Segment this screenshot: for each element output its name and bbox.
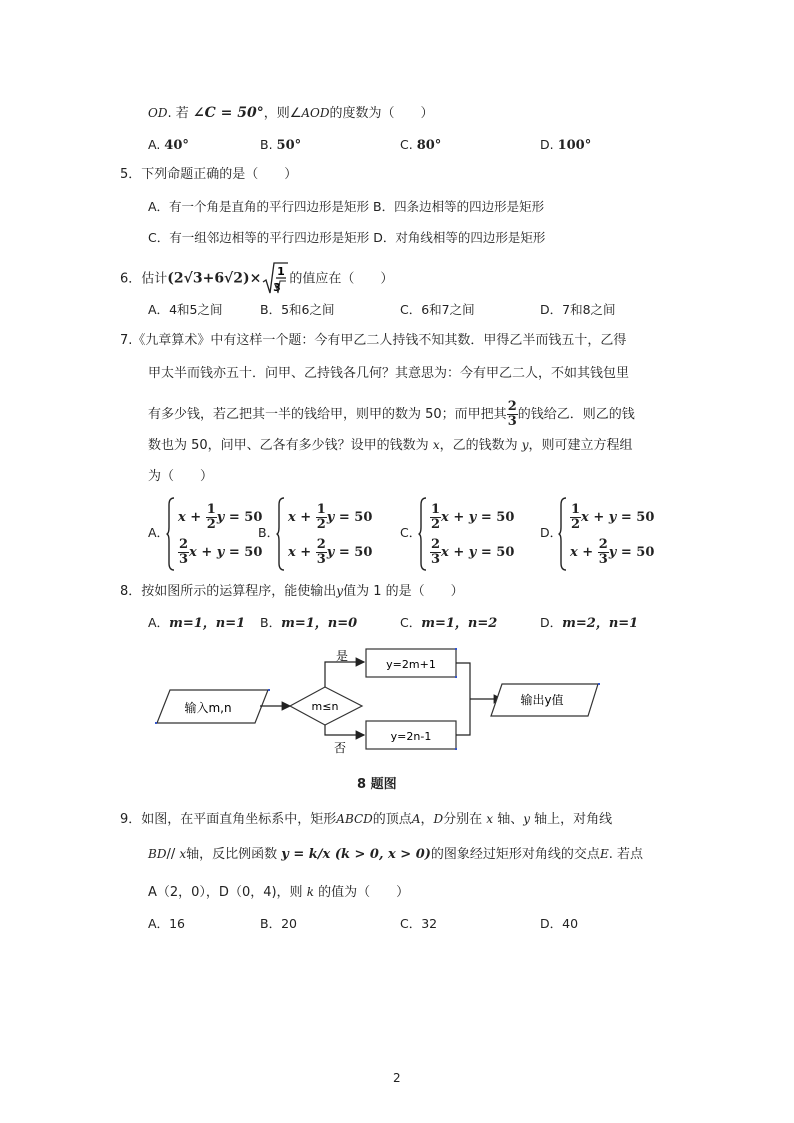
q7-line3: 有多少钱，若乙把其一半的钱给甲，则甲的数为 50；而甲把其 $\frac{2}{3}$ 的钱给乙．则乙的钱: [148, 399, 635, 429]
flow-yes-label: 是: [336, 649, 349, 663]
q9-line2: BD// x轴，反比例函数 y = k/x (k > 0, x > 0)的图象经过矩形对角线的交点E. 若点: [148, 847, 643, 862]
q7-line1: 7.《九章算术》中有这样一个题：今有甲乙二人持钱不知其数．甲得乙半而钱五十，乙得: [120, 333, 627, 348]
q8-option-c[interactable]: C．m=1，n=2: [400, 615, 498, 631]
q5-options-row1[interactable]: A．有一个角是直角的平行四边形是矩形 B．四条边相等的四边形是矩形: [148, 199, 545, 214]
q8-option-d[interactable]: D．m=2，n=1: [540, 615, 639, 631]
q6-sqrt-fraction: [262, 262, 288, 296]
brace-icon: [558, 497, 568, 571]
flow-no-label: 否: [334, 741, 347, 755]
q8-option-a[interactable]: A．m=1，n=1: [148, 615, 246, 631]
q6-expression: (2√3+6√2)×: [167, 270, 262, 287]
brace-icon: [276, 497, 286, 571]
flow-output-label: 输出y值: [520, 693, 564, 707]
brace-icon: [166, 497, 176, 571]
q5-options-row2[interactable]: C．有一组邻边相等的平行四边形是矩形 D．对角线相等的四边形是矩形: [148, 230, 546, 245]
q8-option-b[interactable]: B．m=1，n=0: [260, 615, 358, 631]
q6-option-d[interactable]: D．7和8之间: [540, 302, 616, 317]
q6-sqrt-numerator: 1: [277, 265, 286, 278]
q4-option-d[interactable]: D. 100°: [540, 137, 592, 153]
q9-option-a[interactable]: A．16: [148, 916, 185, 931]
q7-system-b[interactable]: x + $\frac{1}{2}$ y = 50 x + $\frac{2}{3}$ y = 50: [276, 497, 376, 571]
q4-option-c[interactable]: C. 80°: [400, 137, 442, 153]
q4-continuation: OD. 若 ∠C = 50°，则∠AOD的度数为（ ）: [148, 105, 434, 121]
q7-system-c[interactable]: $\frac{1}{2}$ x + y = 50 $\frac{2}{3}$ x + y = 50: [418, 497, 518, 571]
page-number: 2: [393, 1071, 401, 1085]
q7-line5: 为（ ）: [148, 469, 214, 484]
q8-stem: 8．按如图所示的运算程序，能使输出y值为 1 的是（ ）: [120, 584, 464, 599]
q9-line3: A（2，0），D（0，4)，则 k 的值为（ ）: [148, 885, 410, 900]
flow-condition-label: m≤n: [311, 700, 339, 713]
q8-figure-caption: 8 题图: [357, 777, 397, 792]
q6-option-a[interactable]: A．4和5之间: [148, 302, 223, 317]
q7-two-thirds: $\frac{2}{3}$: [507, 399, 517, 429]
q4-angle-expr: ∠C = 50°: [192, 105, 264, 121]
q7-system-a[interactable]: x + $\frac{1}{2}$ y = 50 $\frac{2}{3}$ x + y = 50: [166, 497, 266, 571]
q4-option-b[interactable]: B. 50°: [260, 137, 302, 153]
q9-function: y = k/x (k > 0, x > 0): [281, 847, 431, 862]
q6-option-c[interactable]: C．6和7之间: [400, 302, 475, 317]
q9-option-d[interactable]: D．40: [540, 916, 579, 931]
q9-option-b[interactable]: B．20: [260, 916, 297, 931]
q6-sqrt-denominator: 3: [273, 281, 282, 294]
q9-option-c[interactable]: C．32: [400, 916, 438, 931]
q7-label-a[interactable]: A．: [148, 525, 170, 540]
q4-option-a[interactable]: A. 40°: [148, 137, 189, 153]
q7-label-c[interactable]: C．: [400, 525, 422, 540]
q7-label-d[interactable]: D．: [540, 525, 563, 540]
q7-label-b[interactable]: B．: [258, 525, 280, 540]
q8-flowchart: [150, 645, 610, 760]
q7-line2: 甲太半而钱亦五十．问甲、乙持钱各几何？其意思为：今有甲乙二人，不如其钱包里: [148, 366, 630, 381]
q5-stem: 5．下列命题正确的是（ ）: [120, 167, 298, 182]
flow-top-box-label: y=2m+1: [386, 658, 436, 671]
q6-option-b[interactable]: B．5和6之间: [260, 302, 335, 317]
q6-stem: 6．估计(2√3+6√2)× 1 3 的值应在（ ）: [120, 262, 393, 296]
q4-od: OD: [148, 106, 168, 120]
q7-system-d[interactable]: $\frac{1}{2}$ x + y = 50 x + $\frac{2}{3}$ y = 50: [558, 497, 658, 571]
brace-icon: [418, 497, 428, 571]
flow-bottom-box-label: y=2n-1: [390, 730, 432, 743]
flow-input-label: 输入m,n: [184, 701, 232, 715]
q7-line4: 数也为 50，问甲、乙各有多少钱？设甲的钱数为 x，乙的钱数为 y，则可建立方程组: [148, 438, 633, 453]
q9-line1: 9．如图，在平面直角坐标系中，矩形ABCD的顶点A，D分别在 x 轴、y 轴上，对角线: [120, 812, 613, 827]
